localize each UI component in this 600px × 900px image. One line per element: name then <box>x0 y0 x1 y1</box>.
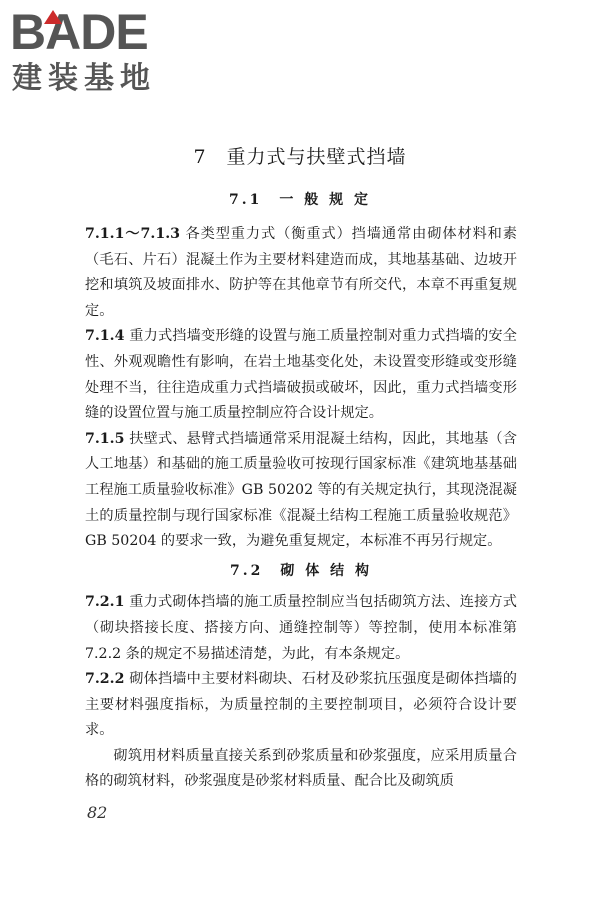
clause-number: 7.2.2 <box>85 671 125 688</box>
page-number: 82 <box>87 803 108 822</box>
chapter-title: 7 重力式与扶壁式挡墙 <box>193 146 407 168</box>
paragraph-7-2-1 <box>85 590 517 667</box>
section-title-7-2: 7.2 砌 体 结 构 <box>230 562 372 579</box>
logo-word: BADE <box>10 4 148 60</box>
clause-text: 砌体挡墙中主要材料砌块、石材及砂浆抗压强度是砌体挡墙的主要材料强度指标，为质量控制的主要控制项目，必须符合设计要求。 <box>85 671 517 739</box>
paragraph-7-2-2 <box>85 667 517 744</box>
clause-number: 7.1.4 <box>85 328 125 345</box>
clause-number: 7.1.1～7.1.3 <box>85 226 181 242</box>
clause-text: 各类型重力式（衡重式）挡墙通常由砌体材料和素（毛石、片石）混凝土作为主要材料建造而成，其地基基础、边坡开挖和填筑及坡面排水、防护等在其他章节有所交代，本章不再重复规定。 <box>85 226 517 319</box>
section-title-7-1: 7.1 一 般 规 定 <box>229 192 371 208</box>
clause-number: 7.2.1 <box>85 594 125 611</box>
clause-text: 扶壁式、悬臂式挡墙通常采用混凝土结构，因此，其地基（含人工地基）和基础的施工质量验收可按现行国家标准《建筑地基基础工程施工质量验收标准》GB 50202 等的有关规定执行，其现浇混凝土的质量控制与现行国家标准《混凝土结构工程施工质量验收规范》GB 50204 的要求一致，为避免重复规定，本标准不再另行规定。 <box>85 430 517 550</box>
clause-text: 重力式挡墙变形缝的设置与施工质量控制对重力式挡墙的安全性、外观观瞻性有影响，在岩土地基变化处，未设置变形缝或变形缝处理不当，往往造成重力式挡墙破损或破坏，因此，重力式挡墙变形缝的设置位置与施工质量控制应符合设计规定。 <box>85 328 517 422</box>
logo-accent-icon <box>44 10 62 24</box>
paragraph-7-2-2-continued <box>85 744 517 795</box>
paragraph-7-1-1 <box>85 222 517 324</box>
clause-text: 重力式砌体挡墙的施工质量控制应当包括砌筑方法、连接方式（砌块搭接长度、搭接方向、通缝控制等）等控制，使用本标准第 7.2.2 条的规定不易描述清楚，为此，有本条规定。 <box>85 594 517 662</box>
clause-text: 砌筑用材料质量直接关系到砂浆质量和砂浆强度，应采用质量合格的砌筑材料，砂浆强度是砂浆材料质量、配合比及砌筑质 <box>85 747 517 790</box>
body-text <box>85 222 517 795</box>
paragraph-7-1-5 <box>85 427 517 555</box>
clause-number: 7.1.5 <box>85 430 125 447</box>
logo-subtitle: 建装基地 <box>12 61 156 96</box>
logo <box>10 6 180 98</box>
paragraph-7-1-4 <box>85 324 517 426</box>
